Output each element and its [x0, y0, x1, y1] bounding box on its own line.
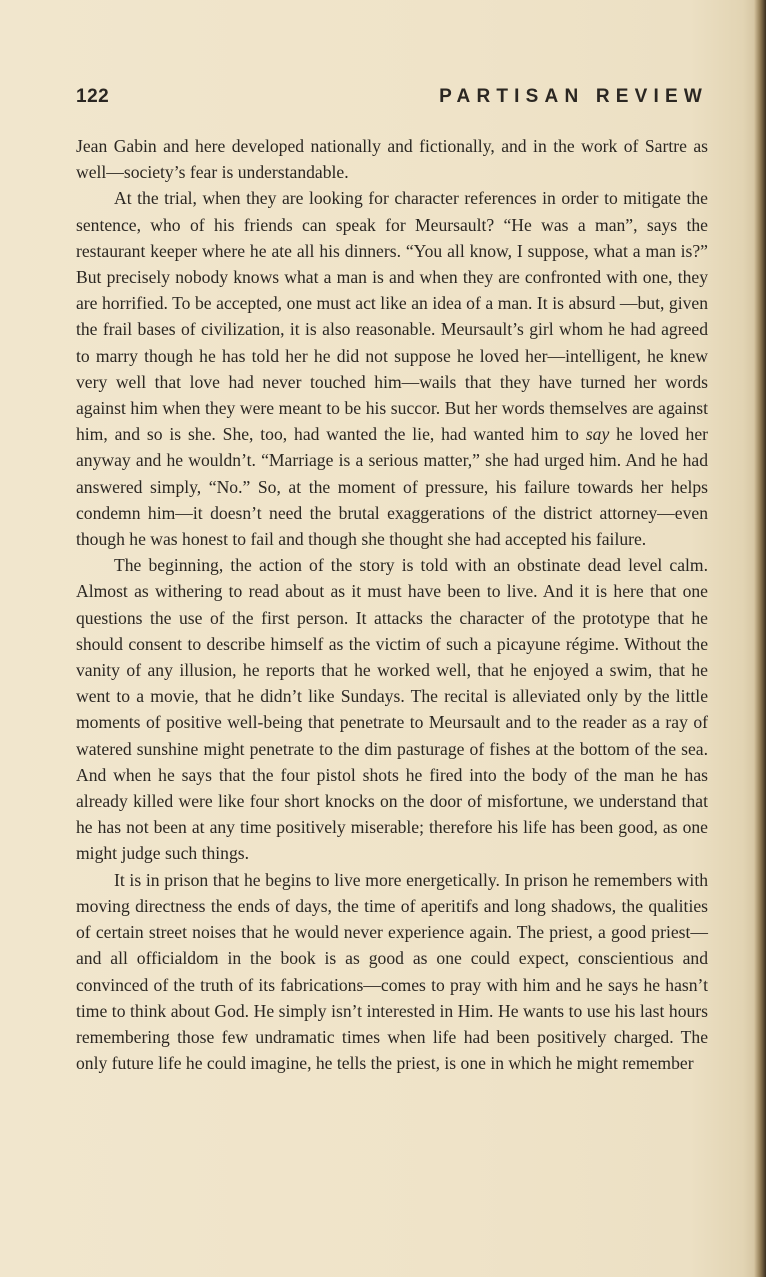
paragraph-1 — [76, 133, 708, 185]
paragraph-2-text-after: he loved her anyway and he wouldn’t. “Marriage is a serious matter,” she had urged him. And he had answered simply, “No.” So, at the moment of pressure, his failure towards her helps condemn him—it doesn’t need the brutal exaggerations of the district attorney—even though he was honest to fail and though she thought she had accepted his failure. — [76, 424, 708, 550]
paragraph-4 — [76, 867, 708, 1077]
paragraph-4-text: It is in prison that he begins to live more energetically. In prison he remembers with moving directness the ends of days, the time of aperitifs and long shadows, the qualities of certain street noises that he would never experience again. The priest, a good priest—and all officialdom in the book is as good as one could expect, conscientious and convinced of the truth of its fabrications—comes to pray with him and he says he hasn’t time to think about God. He simply isn’t interested in Him. He wants to use his last hours remembering those few undramatic times when life had been positively charged. The only future life he could imagine, he tells the priest, is one in which he might remember — [76, 869, 708, 1074]
running-head: PARTISAN REVIEW — [439, 86, 708, 107]
paragraph-2-italic-word: say — [585, 424, 610, 445]
body-text — [76, 133, 708, 1076]
paragraph-3-text: The beginning, the action of the story is told with an obstinate dead level calm. Almost as withering to read about as it must have been to live. And it is here that one questions the use of the first person. It attacks the character of the prototype that he should consent to describe himself as the victim of such a picayune régime. Without the vanity of any illusion, he reports that he worked well, that he enjoyed a swim, that he went to a movie, that he didn’t like Sundays. The recital is alleviated only by the little moments of positive well-being that penetrate to Meursault and to the reader as a ray of watered sunshine might penetrate to the dim pasturage of fishes at the bottom of the sea. And when he says that the four pistol shots he fired into the body of the man he has already killed were like four short knocks on the door of misfortune, we understand that he has not been at any time positively miserable; therefore his life has been good, as one might judge such things. — [76, 555, 708, 864]
page-number: 122 — [76, 86, 110, 107]
page-header — [76, 86, 708, 112]
paragraph-2-text: At the trial, when they are looking for character references in order to mitigate the sentence, who of his friends can speak for Meursault? “He was a man”, says the restaurant keeper where he ate all his dinners. “You all know, I suppose, what a man is?” But precisely nobody knows what a man is and when they are confronted with one, they are horrified. To be accepted, one must act like an idea of a man. It is absurd —but, given the frail bases of civilization, it is also reasonable. Meursault’s girl whom he had agreed to marry though he has told her he did not suppose he loved her—intelligent, he knew very well that love had never touched him—wails that they have turned her words against him when they were meant to be his succor. But her words themselves are against him, and so is she. She, too, had wanted the lie, had wanted him to — [76, 188, 708, 445]
paragraph-1-text: Jean Gabin and here developed nationally and fictionally, and in the work of Sartre as well—society’s fear is understandable. — [76, 136, 708, 183]
page-edge — [754, 0, 766, 1277]
paragraph-3 — [76, 552, 708, 866]
paragraph-2 — [76, 185, 708, 552]
